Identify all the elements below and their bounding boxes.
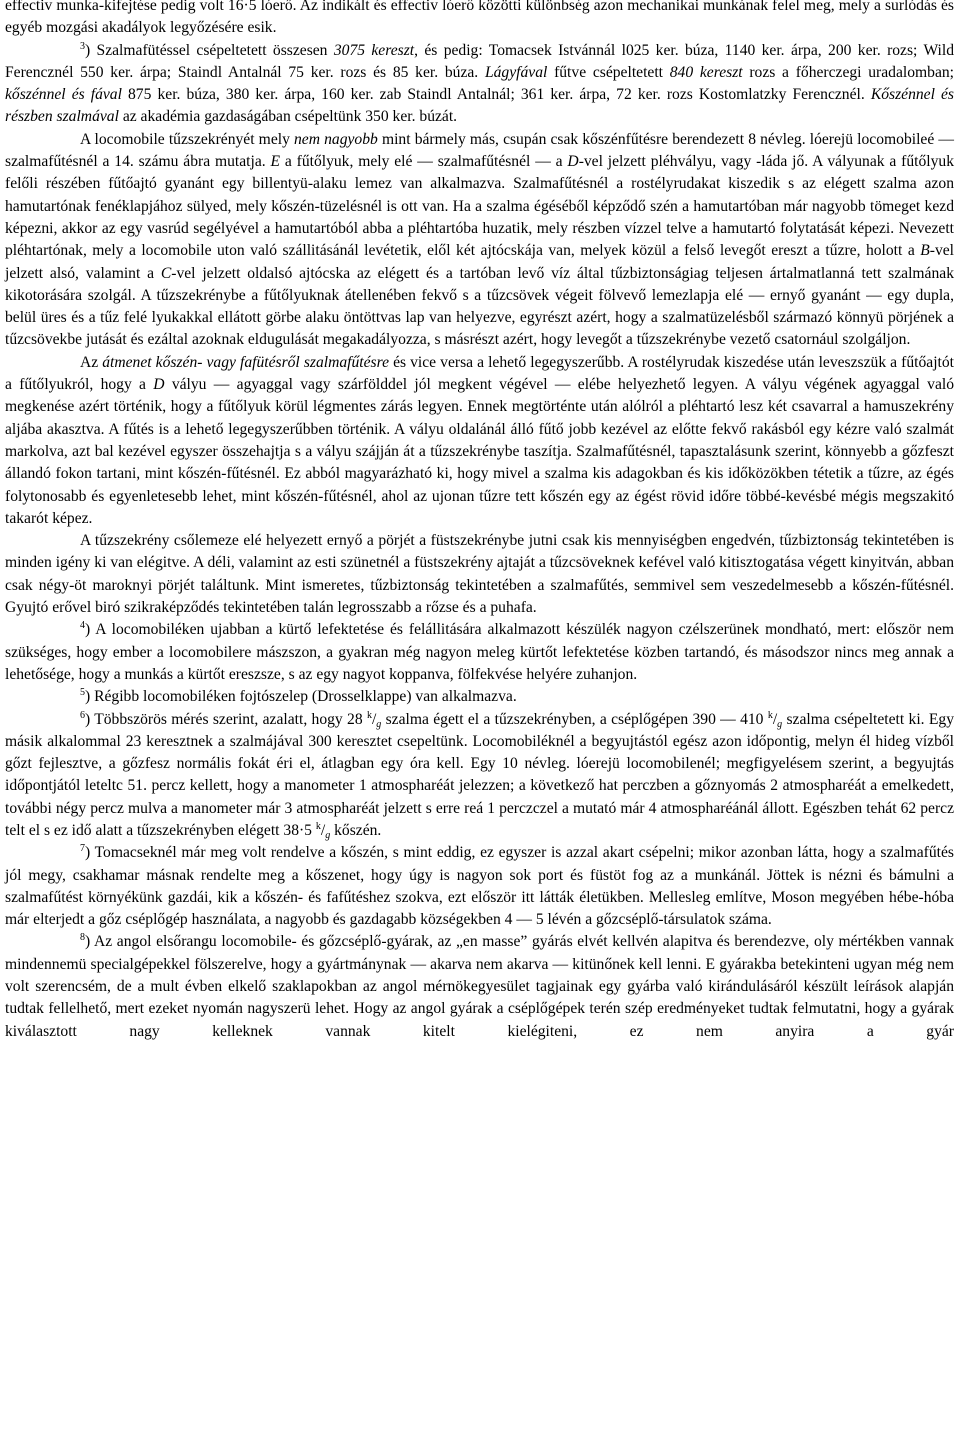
- paragraph: $^5$) Régibb locomobiléken fojtószelep (Drosselklappe) van alkalmazva.: [80, 687, 517, 706]
- paragraph: $^8$) Az angol elsőrangu locomobile- és gőzcséplő-gyárak, az „en masse” gyárás elvét kellvén alapitva és berendezve, oly mértékben vannak mindennemü specialgépekkel fölszerelve, hogy a gyártmánynak — akarva nem akarva — kitünőnek kell lenni. E gyárakba betekinteni ugyan még nem volt szerencsém, de a mult évben elkelő szaklapokban az angol mérnökegyesület tagjainak egy gyárba való kirándulásáról készült leírások alapján tudtak fellelhető, mert ezeket nyomán nagyszerü lehet. Hogy az angol gyárak a cséplőgépek terén szép eredményeket tudtak felmutatni, hogy a gyárak kiválasztott nagy kelleknek vannak kitelt kielégiteni, ez nem anyira a gyár: [5, 932, 954, 1040]
- paragraph: A locomobile tűzszekrényét mely nem nagyobb mint bármely más, csupán csak kőszénfűtésre berendezett 8 névleg. lóerejü locomobileé — szalmafűtésnél a 14. számu ábra mutatja. E a fűtőlyuk, mely elé — szalmafűtésnél — a D-vel jelzett pléhvályu, vagy -láda jő. A vályunak a fűtőlyuk felőli részében fűtőajtó gyanánt egy billentyü-alaku lemez van alkalmazva. Szalmafűtésnél a rostélyrudakat kiszedik s az elégett szalma azon hamutartónak fenéklapjához sülyed, mely kőszén-tüzelésnél is ott van. Ha a szalma égéséből képződő szén a hamutartóban már nagyobb tömeget kezd képezni, akkor az egy vasrúd segélyével a hamutartóból abba a pléhtartóba huzatik, mely részben vízzel telve a hamutartó folytatását képezi. Nevezett pléhtartónak, mely a locomobile uton való szállitásánál levétetik, elől két ajtócskája van, melyek közül a felső levegőt ereszt a tűzre, holott a B-vel jelzett alsó, valamint a C-vel jelzett oldalsó ajtócska az elégett és a tartóban levő víz által tűzbiztonságiag teljesen ártalmatlanná tett szalmának kikotorására szolgál. A tűzszekrénybe a fűtőlyuknak átellenében fekvő s a tűzcsövek végeit fölvevő lemezlapja elé — ernyő gyanánt — egy dupla, belül üres és a tűz felé lyukakkal ellátott görbe alaku öntöttvas lap van helyezve, egyrészt azért, hogy a szalmatüzelésből származó könnyü pörjének a tűzcsövekbe jutását és ezáltal azoknak eldugulását megakadályozza, s másrészt azért, hogy levegőt a tűzszekrénybe vezető csatornául szolgáljon.: [5, 130, 954, 349]
- paragraph: $^3$) Szalmafütéssel csépeltetett összesen 3075 kereszt, és pedig: Tomacsek Istvánnál l025 ker. búza, 1140 ker. árpa, 200 ker. rozs; Wild Ferencznél 550 ker. árpa; Staindl Antalnál 75 ker. rozs és 85 ker. búza. Lágyfával fűtve csépeltetett 840 kereszt rozs a főherczegi uradalomban; kőszénnel és fával 875 ker. búza, 380 ker. árpa, 160 ker. zab Staindl Antalnál; 361 ker. árpa, 72 ker. rozs Kostomlatzky Ferencznél. Kőszénnel és részben szalmával az akadémia gazdaságában csépeltünk 350 ker. búzát.: [5, 40, 955, 126]
- paragraph: effectiv munka-kifejtése pedig volt 16·5 lóerő. Az indikált és effectiv lóerő közötti különbség azon mechanikai munkának felel meg, mely a surlódás és egyéb mozgási akadályok legyőzésére esik.: [5, 0, 954, 37]
- paragraph: $^7$) Tomacseknél már meg volt rendelve a kőszén, s mint eddig, ez egyszer is azzal akart csépelni; mikor azonban látta, hogy a szalmafűtés jól megy, csakhamar másnak rendelte meg a kőszenet, hogy úgy is nagyon sok port és füstöt fog az a munkánál. Jöttek is nézni és bámulni a szalmafűtést környékünk gazdái, kik a kőszén- és fafűtéshez szokva, ezt először itt látták életükben. Mellesleg említve, Moson megyében hébe-hóba már elterjedt a gőz cséplőgép használata, a nagyobb és gazdagabb községekben 4 — 5 lévén a gőzcséplő-társulatok száma.: [5, 843, 954, 929]
- paragraph: A tűzszekrény csőlemeze elé helyezett ernyő a pörjét a füstszekrénybe jutni csak kis mennyiségben engedvén, tűzbiztonság tekintetében is minden igény ki van elégitve. A déli, valamint az esti szünetnél a füstszekrény ajtaját a tűzcsöveknek kefével való kitisztogatása végett kinyitván, abban csak négy-öt maroknyi pörjét találtunk. Mint ismeretes, tűzbiztonság tekintetében a szalmafűtés, semmivel sem veszedelmesebb a kőszén-fűtésnél. Gyujtó erővel biró szikraképződés tekintetében talán legrosszabb a rőzse és a puhafa.: [5, 532, 954, 617]
- paragraph: $^6$) Többszörös mérés szerint, azalatt, hogy 28 $^k/_g$ szalma égett el a tűzszekrényben, a cséplőgépen 390 — 410 $^k/_g$ szalma csépeltetett ki. Egy másik alkalommal 23 keresztnek a szalmájával 300 keresztet csepeltünk. Locomobiléknél a begyujtástól egész azon időpontig, melyn él hideg vízből gőzt fejlesztve, a gőzfesz normális fokát éri el, átlagban egy óra kell. Egy 10 névleg. lóerejü locomobilenél; megfigyelésem szerint, a begyujtás időpontjától leteltc 51. percz kellett, hogy a manometer 1 atmospharéát jelezzen; a következő hat perczben a gőznyomás 2 atmospharéát a emelkedett, további négy percz mulva a manometer már 3 atmospharéát jelzett s erre reá 1 perczczel a mutató már 4 atmospharéánál állott. Egészben tehát 62 percz telt el s ez idő alatt a tűzszekrényben elégett 38·5 $^k/_g$ kőszén.: [5, 709, 954, 841]
- paragraph: Az átmenet kőszén- vagy fafütésről szalmafűtésre és vice versa a lehető legegyszerűbb. A rostélyrudak kiszedése után leveszszük a fűtőajtót a fűtőlyukról, hogy a D vályu — agyaggal vagy szárfölddel jól megkent végével — elébe helyezhető legyen. A vályu végének agyaggal való megkenése azért történik, hogy a fűtőlyuk körül légmentes zárás legyen. Ennek megtörténte után alólról a pléhtartó lesz két csavarral a hamuszekrény aljába akasztva. A fűtés is a lehető legegyszerűbben történik. A vályu oldalánál álló fűtő jobb kezével az előtte fekvő rakásból egy kézre való szalmát markolva, azt bal kezével egyszer összehajtja s a vályu szájján át a tűzszekrénybe taszítja. Szalmafűtésnél, tapasztalásunk szerint, könnyebb a gőzfeszt állandó fokon tartani, mint kőszén-fűtésnél. Ez abból magyarázható ki, hogy mivel a szalma kis adagokban és kis időközökben tétetik a tűzre, az égés folytonosabb és egyenletesebb lehet, mint kőszén-fűtésnél, ahol az ujonan tűzre tett kőszén egy az égést rövid időre többé-kevésbé mégis megszakitó takarót képez.: [5, 353, 955, 527]
- paragraph: $^4$) A locomobiléken ujabban a kürtő lefektetése és felállitására alkalmazott készülék nagyon czélszerünek mondható, mert: először nem szükséges, hogy ember a locomobilere mászszon, a gyakran még nagyon meleg kürtőt lefektetése közben tartandó, és másodszor nincs meg annak a lehetősége, hogy a munkás a kürtőt ereszsze, s az egy nagyot koppanva, fölfekvése helyére zuhanjon.: [5, 620, 954, 683]
